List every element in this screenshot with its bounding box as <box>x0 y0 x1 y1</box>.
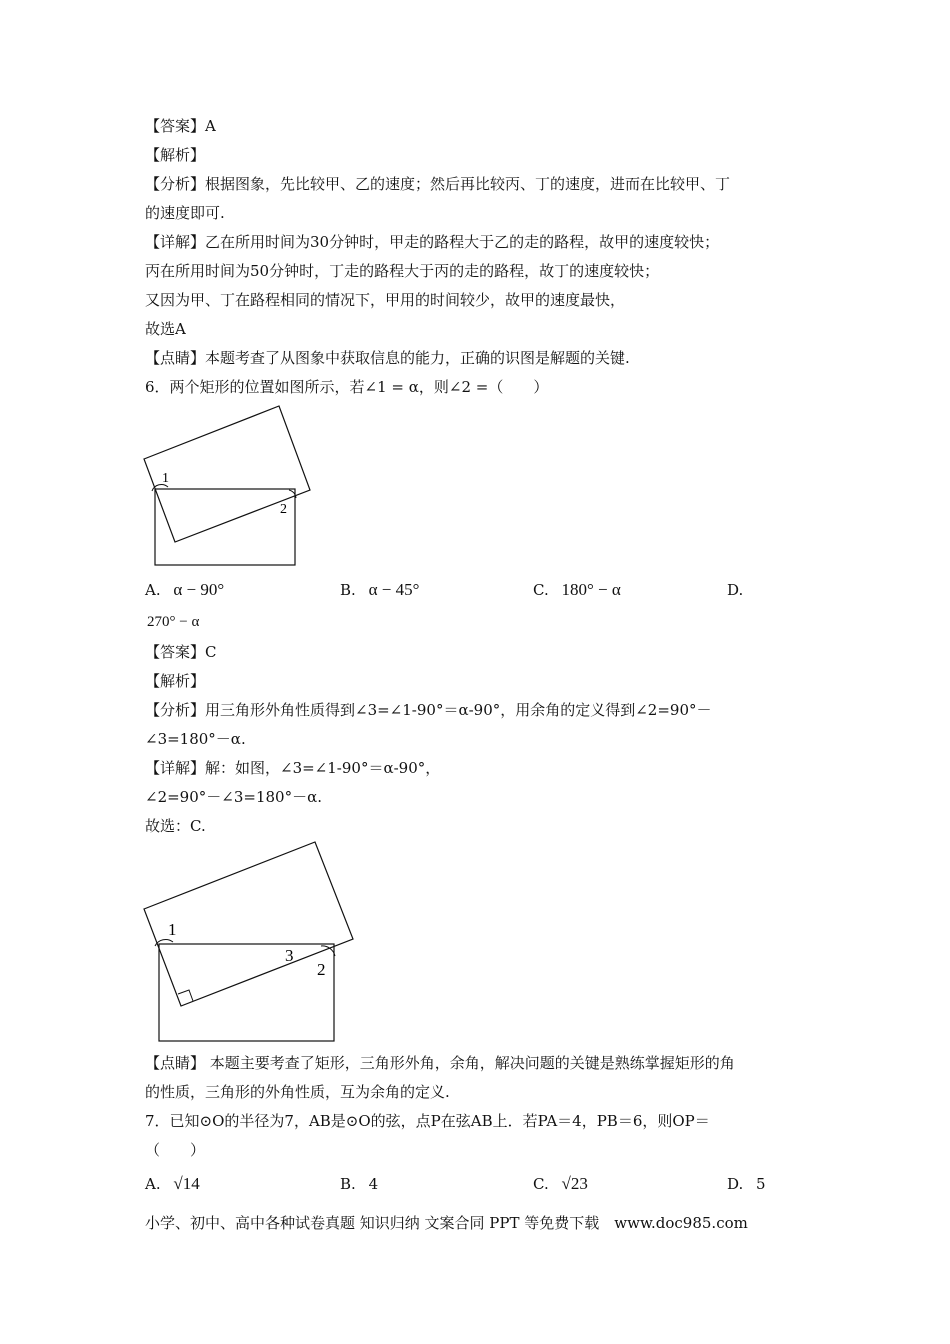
angle-1-label: 1 <box>162 471 169 486</box>
angle-2-label: 2 <box>317 960 326 979</box>
q6-option-d-label: D. <box>727 581 744 599</box>
option-c-label: C. <box>533 1175 549 1193</box>
option-d-label: D. <box>727 1175 744 1193</box>
option-a-value: α − 90° <box>173 580 225 599</box>
q6-figure-1 <box>138 400 328 575</box>
angle-3-label: 3 <box>285 946 294 965</box>
q6-figure-2 <box>138 838 363 1048</box>
q6-answer: 【答案】C <box>145 643 217 661</box>
q6-detail-line1: 【详解】解：如图，∠3=∠1-90°＝α-90°， <box>145 759 441 777</box>
q5-answer: 【答案】A <box>145 117 216 135</box>
option-c-value: 180° − α <box>561 580 621 599</box>
option-a-label: A. <box>145 581 161 599</box>
option-b-value: α − 45° <box>368 580 420 599</box>
option-a-value: √14 <box>173 1174 200 1193</box>
q6-option-b <box>340 580 419 600</box>
q6-stem: 6．两个矩形的位置如图所示，若∠1 = α，则∠2 =（ ） <box>145 378 549 396</box>
angle-1-label: 1 <box>168 920 177 939</box>
q5-jiexi: 【解析】 <box>145 146 206 164</box>
q6-comment-line1: 【点睛】 本题主要考查了矩形，三角形外角，余角，解决问题的关键是熟练掌握矩形的角 <box>145 1054 735 1072</box>
angle-2-label: 2 <box>280 502 287 517</box>
q5-detail-line3: 又因为甲、丁在路程相同的情况下，甲用的时间较少，故甲的速度最快， <box>145 291 626 309</box>
option-c-label: C. <box>533 581 549 599</box>
q5-analysis-line1: 【分析】根据图象，先比较甲、乙的速度；然后再比较丙、丁的速度，进而在比较甲、丁 <box>145 175 731 193</box>
option-c-value: √23 <box>561 1174 588 1193</box>
q6-analysis-line1: 【分析】用三角形外角性质得到∠3=∠1-90°＝α-90°，用余角的定义得到∠2=90°－ <box>145 701 712 719</box>
q5-detail-line2: 丙在所用时间为50分钟时，丁走的路程大于丙的走的路程，故丁的速度较快； <box>145 262 660 280</box>
q5-comment: 【点睛】本题考查了从图象中获取信息的能力，正确的识图是解题的关键. <box>145 349 630 367</box>
option-b-label: B. <box>340 581 356 599</box>
q6-analysis-line2: ∠3=180°－α. <box>145 730 246 748</box>
q6-option-c <box>533 580 621 600</box>
q6-jiexi: 【解析】 <box>145 672 206 690</box>
option-a-label: A. <box>145 1175 161 1193</box>
q7-option-a <box>145 1174 200 1194</box>
q7-option-d <box>727 1174 766 1194</box>
lower-rectangle <box>155 489 295 565</box>
right-angle-mark <box>178 990 193 1001</box>
q6-option-d-value: 270° − α <box>147 614 200 630</box>
q7-option-b <box>340 1174 378 1194</box>
option-b-label: B. <box>340 1175 356 1193</box>
option-d-value: 5 <box>756 1175 766 1193</box>
q5-choose: 故选A <box>145 320 186 338</box>
page-footer: 小学、初中、高中各种试卷真题 知识归纳 文案合同 PPT 等免费下载 www.doc985.com <box>145 1214 748 1232</box>
q6-choose: 故选：C. <box>145 817 206 835</box>
q6-detail-line2: ∠2=90°－∠3=180°－α. <box>145 788 322 806</box>
q7-option-c <box>533 1174 588 1194</box>
q5-analysis-line2: 的速度即可. <box>145 204 225 222</box>
q5-detail-line1: 【详解】乙在所用时间为30分钟时，甲走的路程大于乙的走的路程，故甲的速度较快； <box>145 233 720 251</box>
lower-rectangle <box>159 944 334 1041</box>
option-b-value: 4 <box>368 1175 379 1193</box>
q6-option-a <box>145 580 224 600</box>
q7-stem: 7．已知⊙O的半径为7，AB是⊙O的弦，点P在弦AB上．若PA＝4，PB＝6，则OP＝ <box>145 1112 710 1130</box>
q6-comment-line2: 的性质，三角形的外角性质，互为余角的定义. <box>145 1083 450 1101</box>
q7-paren: （ ） <box>145 1141 206 1159</box>
